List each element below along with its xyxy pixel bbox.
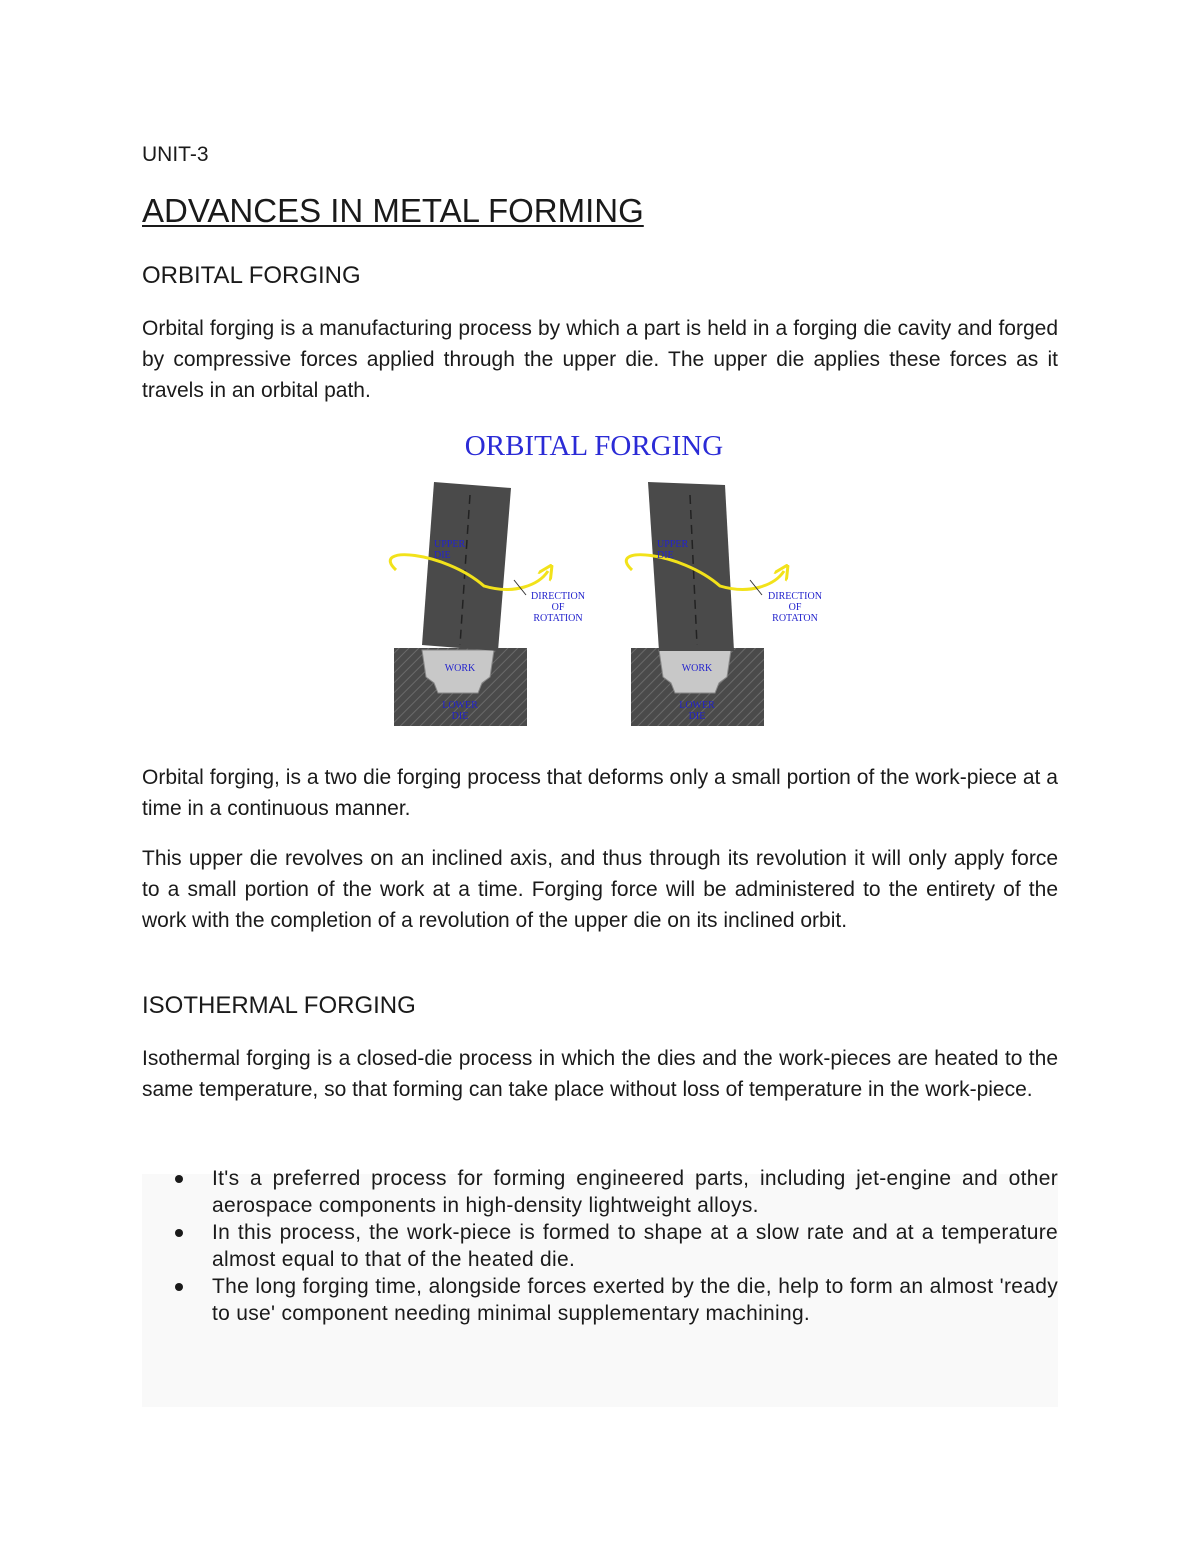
isothermal-intro-paragraph: Isothermal forging is a closed-die process in which the dies and the work-pieces are heated to the same temperature, so that forming can take place without loss of temperature in the work-piece. — [142, 1047, 1058, 1101]
document-title: ADVANCES IN METAL FORMING — [142, 192, 644, 229]
lower-die-label: LOWER — [679, 700, 715, 711]
orbital-description-paragraph: Orbital forging, is a two die forging process that deforms only a small portion of the work-piece at a time in a continuous manner. — [142, 766, 1058, 820]
orbital-mechanism-paragraph: This upper die revolves on an inclined axis, and thus through its revolution it will only apply force to a small portion of the work at a time. Forging force will be administered to the entirety of the work with the completion of a revolution of the upper die on its inclined orbit. — [142, 847, 1058, 932]
upper-die-label: DIE — [657, 550, 674, 561]
orbital-intro-paragraph: Orbital forging is a manufacturing process by which a part is held in a forging die cavity and forged by compressive forces applied through the upper die. The upper die applies these forces as it travels in an orbital path. — [142, 317, 1058, 402]
figure-title: ORBITAL FORGING — [464, 430, 724, 462]
isothermal-bullet-list — [142, 1165, 1058, 1327]
bullet-icon — [175, 1283, 183, 1291]
direction-label: OF — [788, 602, 802, 613]
bullet-icon — [175, 1229, 183, 1237]
list-item: It's a preferred process for forming engineered parts, including jet-engine and other aerospace components in high-density lightweight alloys. — [142, 1165, 1058, 1219]
upper-die-label: UPPER — [434, 539, 466, 550]
work-label: WORK — [444, 663, 476, 674]
lower-die-label: DIE — [451, 711, 469, 722]
isothermal-forging-heading: ISOTHERMAL FORGING — [142, 992, 416, 1019]
left-die-assembly — [390, 482, 585, 726]
list-item: The long forging time, alongside forces exerted by the die, help to form an almost 'ready to use' component needing minimal supplementary machining. — [142, 1273, 1058, 1327]
work-label: WORK — [681, 663, 713, 674]
list-item: In this process, the work-piece is formed to shape at a slow rate and at a temperature almost equal to that of the heated die. — [142, 1219, 1058, 1273]
upper-die-label: DIE — [434, 550, 451, 561]
right-die-assembly — [626, 482, 822, 726]
direction-label: OF — [551, 602, 565, 613]
orbital-forging-figure — [364, 425, 834, 730]
direction-label: DIRECTION — [768, 591, 822, 602]
orbital-forging-heading: ORBITAL FORGING — [142, 262, 361, 289]
upper-die-label: UPPER — [657, 539, 689, 550]
direction-label: DIRECTION — [531, 591, 585, 602]
bullet-icon — [175, 1175, 183, 1183]
direction-label: ROTATION — [533, 613, 583, 624]
upper-die — [422, 482, 511, 651]
lower-die-label: DIE — [688, 711, 706, 722]
unit-label: UNIT-3 — [142, 143, 209, 166]
lower-die-label: LOWER — [442, 700, 478, 711]
direction-label: ROTATON — [772, 613, 818, 624]
